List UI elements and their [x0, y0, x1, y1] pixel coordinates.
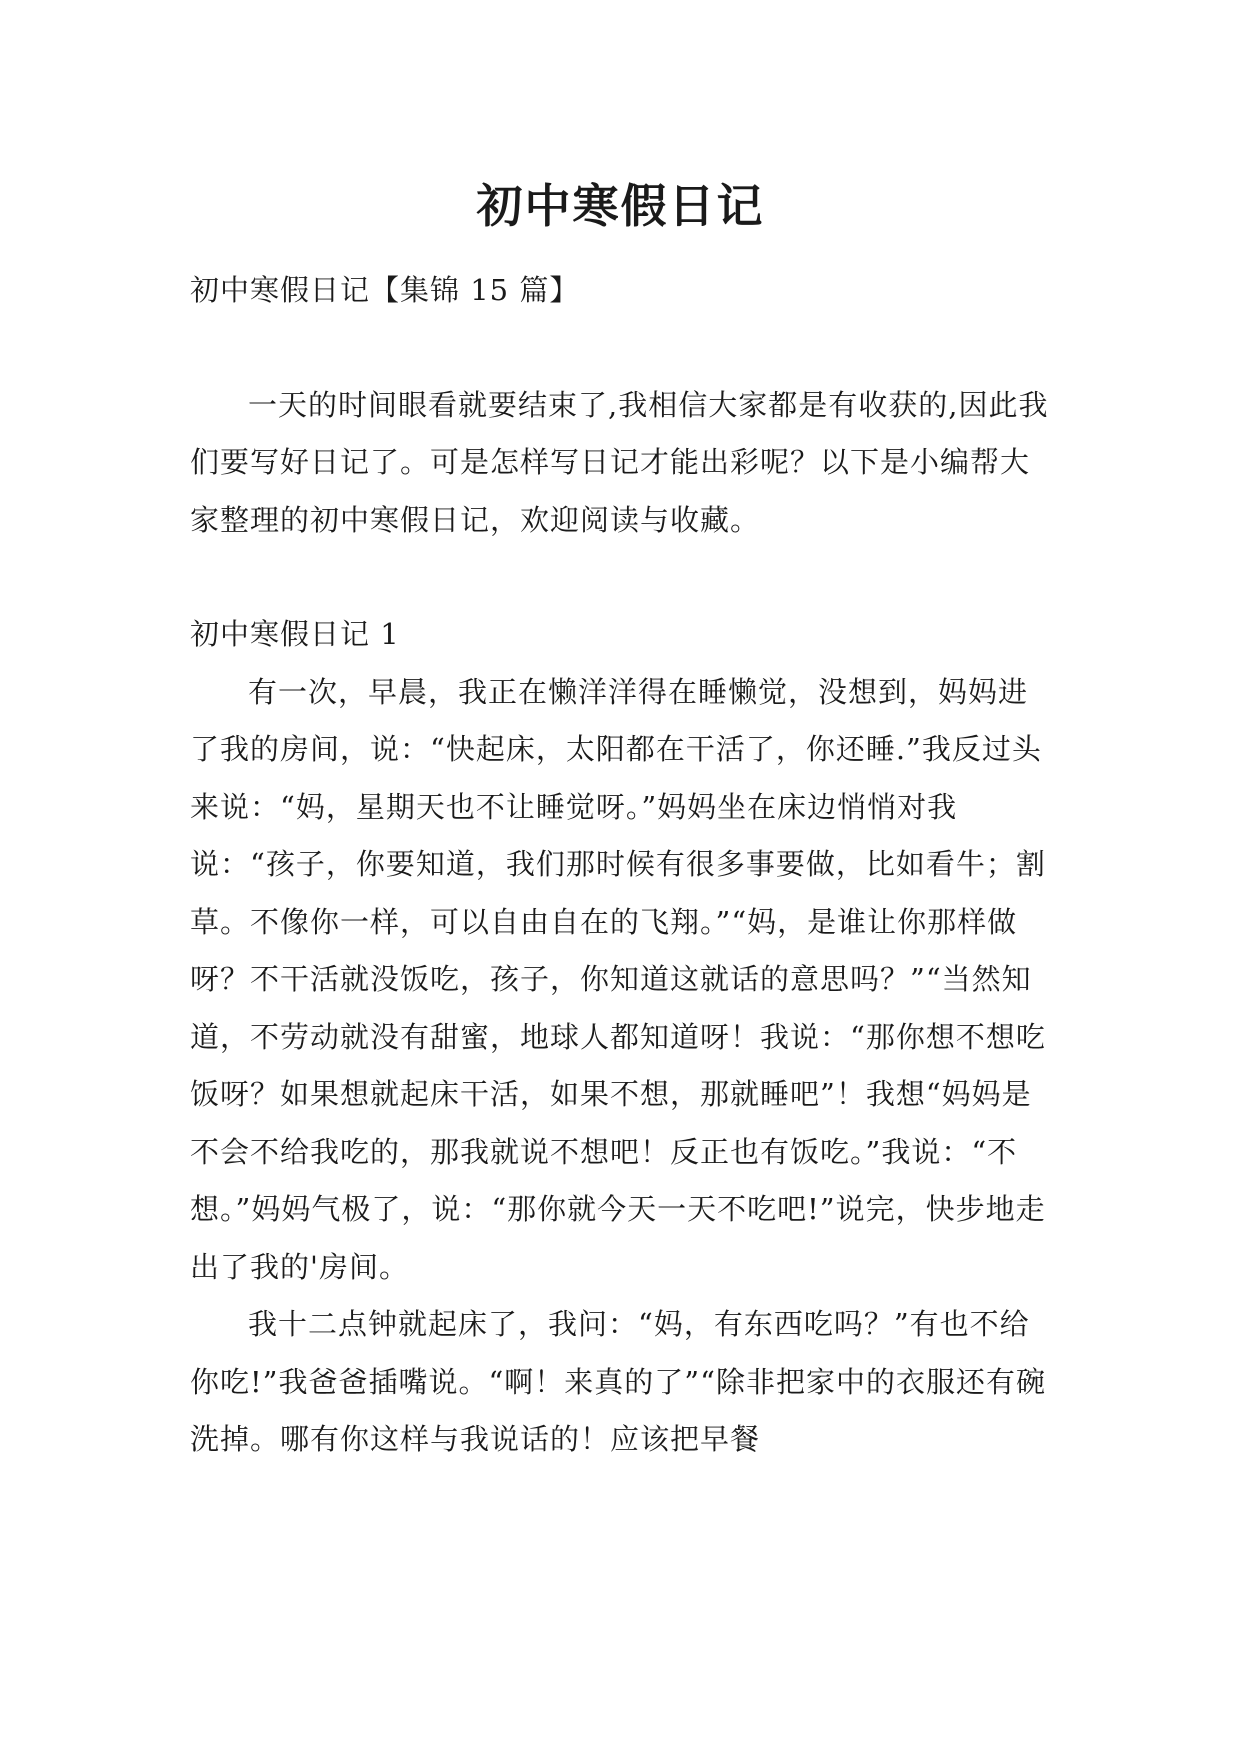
entry-heading: 初中寒假日记 1 — [190, 617, 400, 651]
document-subtitle: 初中寒假日记【集锦 15 篇】 — [190, 273, 580, 307]
entry-paragraph: 有一次，早晨，我正在懒洋洋得在睡懒觉，没想到，妈妈进了我的房间，说：“快起床，太阳都在干活了，你还睡.”我反过头来说：“妈，星期天也不让睡觉呀。”妈妈坐在床边悄悄对我说：“孩子，你要知道，我们那时候有很多事要做，比如看牛；割草。不像你一样，可以自由自在的飞翔。”“妈，是谁让你那样做呀？不干活就没饭吃，孩子，你知道这就话的意思吗？”“当然知道，不劳动就没有甜蜜，地球人都知道呀！我说：“那你想不想吃饭呀？如果想就起床干活，如果不想，那就睡吧”！我想“妈妈是不会不给我吃的，那我就说不想吧！反正也有饭吃。”我说：“不想。”妈妈气极了，说：“那你就今天一天不吃吧!”说完，快步地走出了我的'房间。 — [190, 674, 1046, 1284]
document-body — [190, 262, 1054, 1469]
entry-paragraph: 我十二点钟就起床了，我问：“妈，有东西吃吗？”有也不给你吃!”我爸爸插嘴说。“啊！来真的了”“除非把家中的衣服还有碗洗掉。哪有你这样与我说话的！应该把早餐 — [190, 1307, 1046, 1456]
intro-paragraph: 一天的时间眼看就要结束了,我相信大家都是有收获的,因此我们要写好日记了。可是怎样写日记才能出彩呢？以下是小编帮大家整理的初中寒假日记，欢迎阅读与收藏。 — [190, 387, 1049, 537]
document-title: 初中寒假日记 — [476, 178, 765, 233]
